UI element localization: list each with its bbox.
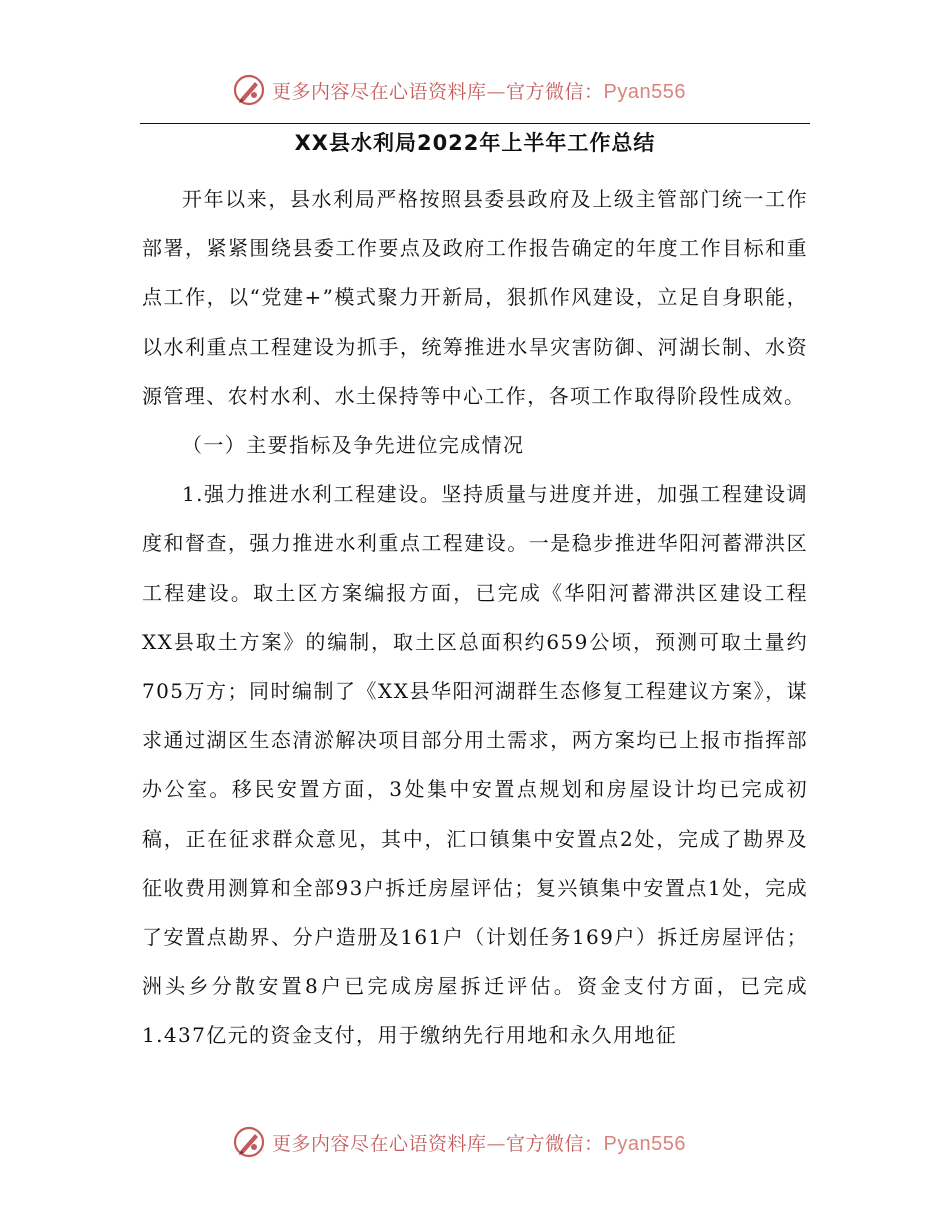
banner-wechat-id: Pyan556 bbox=[603, 80, 686, 103]
banner-label: 官方微信： bbox=[506, 80, 604, 103]
banner-main-text: 更多内容尽在心语资料库 bbox=[272, 80, 487, 103]
banner-wechat-id: Pyan556 bbox=[603, 1132, 686, 1155]
document-title: XX县水利局2022年上半年工作总结 bbox=[294, 131, 656, 155]
pen-logo-icon bbox=[232, 73, 266, 107]
footer-banner bbox=[232, 1122, 686, 1162]
header-rule bbox=[140, 123, 810, 124]
document-body bbox=[142, 175, 808, 1061]
banner-dash: — bbox=[486, 1132, 507, 1155]
paragraph-intro: 开年以来，县水利局严格按照县委县政府及上级主管部门统一工作部署，紧紧围绕县委工作要点及政府工作报告确定的年度工作目标和重点工作，以“党建+”模式聚力开新局，狠抓作风建设，立足自身职能，以水利重点工程建设为抓手，统筹推进水旱灾害防御、河湖长制、水资源管理、农村水利、水土保持等中心工作，各项工作取得阶段性成效。 bbox=[142, 187, 808, 408]
banner-dash: — bbox=[486, 80, 507, 103]
banner-main-text: 更多内容尽在心语资料库 bbox=[272, 1132, 487, 1155]
banner-label: 官方微信： bbox=[506, 1132, 604, 1155]
section-heading: （一）主要指标及争先进位完成情况 bbox=[182, 433, 525, 458]
header-banner bbox=[232, 70, 686, 110]
pen-logo-icon bbox=[232, 1125, 266, 1159]
paragraph-item-1: 1.强力推进水利工程建设。坚持质量与进度并进，加强工程建设调度和督查，强力推进水利重点工程建设。一是稳步推进华阳河蓄滞洪区工程建设。取土区方案编报方面，已完成《华阳河蓄滞洪区建设工程XX县取土方案》的编制，取土区总面积约659公顷，预测可取土量约705万方；同时编制了《XX县华阳河湖群生态修复工程建议方案》，谋求通过湖区生态清淤解决项目部分用土需求，两方案均已上报市指挥部办公室。移民安置方面，3处集中安置点规划和房屋设计均已完成初稿，正在征求群众意见，其中，汇口镇集中安置点2处，完成了勘界及征收费用测算和全部93户拆迁房屋评估；复兴镇集中安置点1处，完成了安置点勘界、分户造册及161户（计划任务169户）拆迁房屋评估；洲头乡分散安置8户已完成房屋拆迁评估。资金支付方面，已完成1.437亿元的资金支付，用于缴纳先行用地和永久用地征 bbox=[142, 482, 808, 1048]
